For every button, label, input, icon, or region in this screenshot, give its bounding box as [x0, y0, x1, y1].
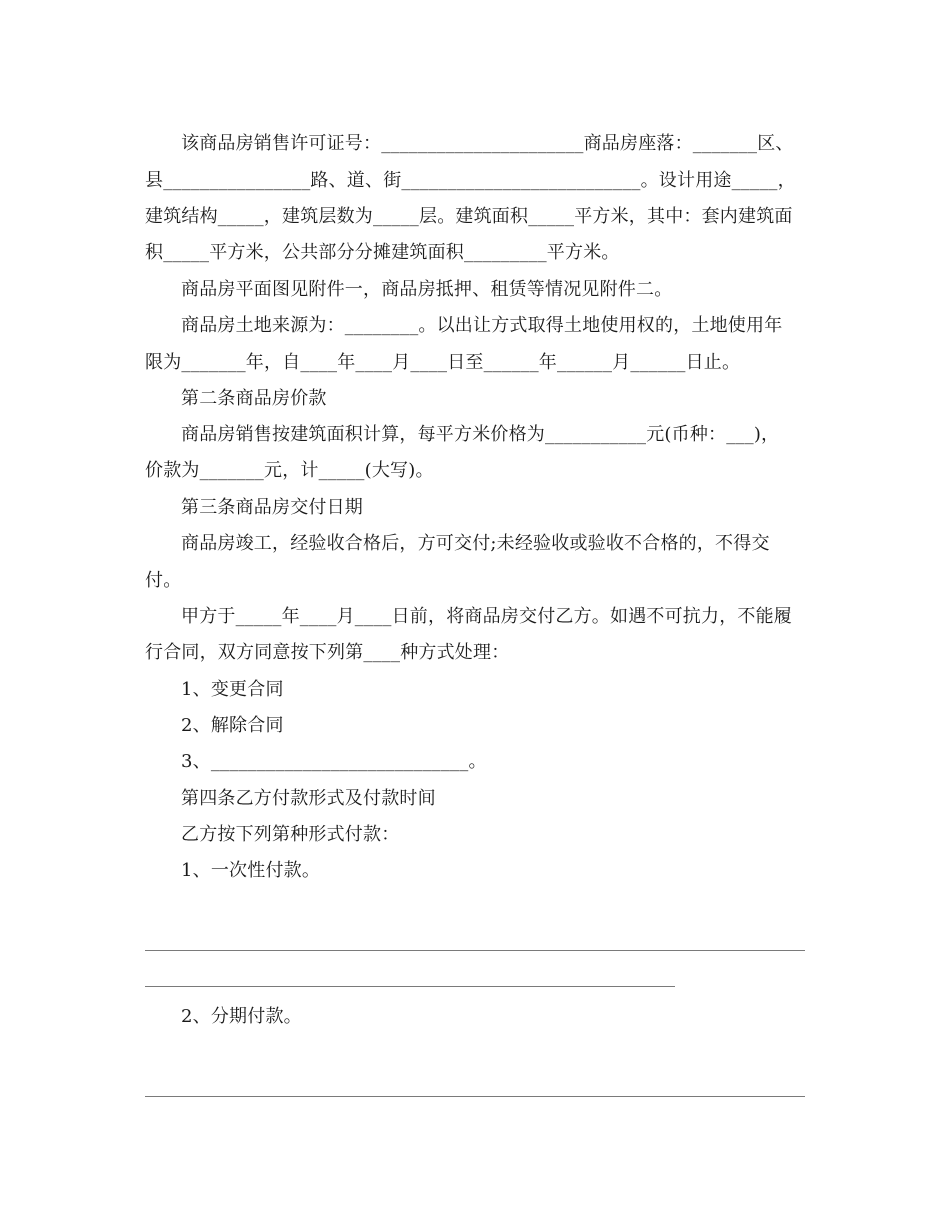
total-price-line: 价款为_______元，计_____(大写)。 [145, 460, 434, 481]
delivery-date-line: 甲方于_____年____月____日前，将商品房交付乙方。如遇不可抗力，不能履 [181, 606, 792, 627]
article-2-heading: 第二条商品房价款 [181, 388, 327, 409]
delivery-condition-line: 商品房竣工，经验收合格后，方可交付;未经验收或验收不合格的，不得交 [181, 533, 770, 554]
permit-number-line: 该商品房销售许可证号：______________________商品房座落：_______区、 [181, 133, 794, 154]
address-line: 县________________路、道、街__________________________。设计用途_____， [145, 170, 796, 191]
option-1: 1、变更合同 [181, 679, 284, 700]
lump-sum-payment: 1、一次性付款。 [181, 860, 321, 881]
land-source-line: 商品房土地来源为：________。以出让方式取得土地使用权的，土地使用年 [181, 315, 783, 336]
installment-blank-line [145, 1096, 805, 1097]
lump-sum-blank-line-1 [145, 950, 805, 951]
price-line: 商品房销售按建筑面积计算，每平方米价格为___________元(币种：___)， [181, 424, 780, 445]
payment-method-line: 乙方按下列第种形式付款： [181, 824, 400, 845]
article-3-heading: 第三条商品房交付日期 [181, 497, 363, 518]
delivery-condition-end: 付。 [145, 570, 182, 591]
floor-plan-line: 商品房平面图见附件一，商品房抵押、租赁等情况见附件二。 [181, 279, 673, 300]
lump-sum-blank-line-2 [145, 986, 675, 987]
area-line: 积_____平方米，公共部分分摊建筑面积_________平方米。 [145, 242, 620, 263]
structure-line: 建筑结构_____，建筑层数为_____层。建筑面积_____平方米，其中：套内建筑面 [145, 206, 793, 227]
article-4-heading: 第四条乙方付款形式及付款时间 [181, 788, 436, 809]
force-majeure-line: 行合同，双方同意按下列第____种方式处理： [145, 642, 510, 663]
option-2: 2、解除合同 [181, 715, 284, 736]
installment-payment: 2、分期付款。 [181, 1006, 302, 1027]
option-3: 3、____________________________。 [181, 751, 487, 772]
land-term-line: 限为_______年，自____年____月____日至______年______月______日止。 [145, 352, 741, 373]
